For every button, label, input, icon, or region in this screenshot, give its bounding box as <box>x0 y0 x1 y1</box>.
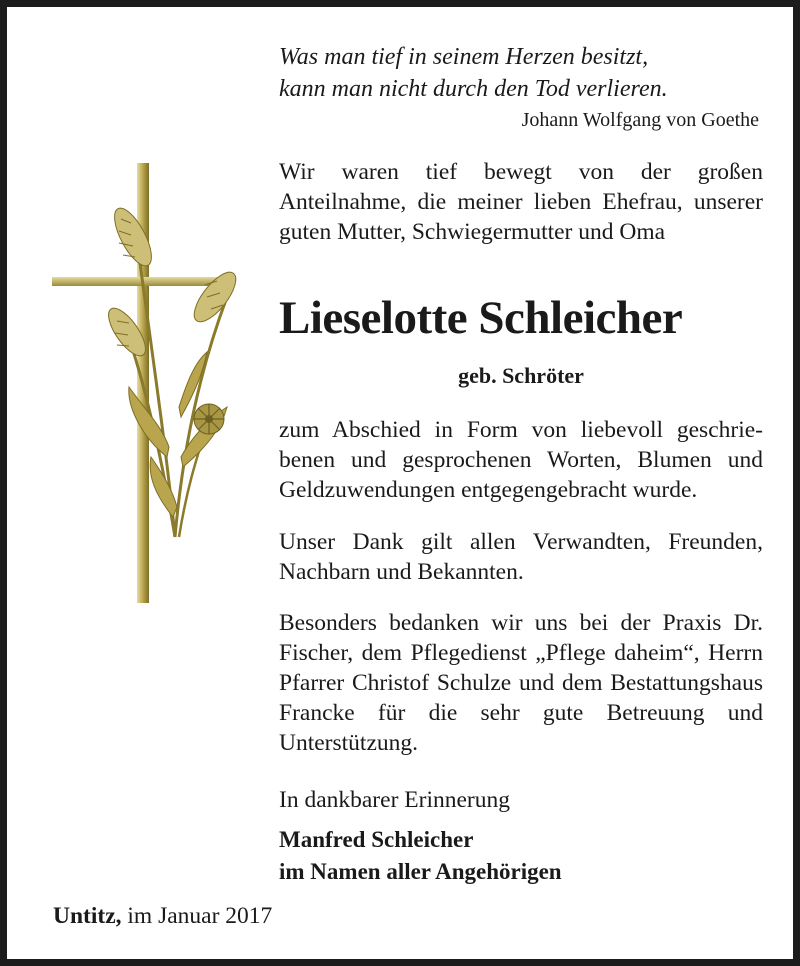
signature-block <box>279 824 562 888</box>
quote-author: Johann Wolfgang von Goethe <box>521 109 759 131</box>
date: im Januar 2017 <box>127 903 273 929</box>
quote-line-2: kann man nicht durch den Tod verlieren. <box>279 76 668 102</box>
special-thanks-paragraph: Besonders bedanken wir uns bei der Praxis Dr. Fischer, dem Pflegedienst „Pflege daheim“, Herrn Pfarrer Christof Schulze und dem Bestattungshaus Francke für die sehr gute Betreuung und Unterstützung. <box>279 610 763 756</box>
cross-with-wheat-icon <box>47 157 257 612</box>
cornflower-icon <box>194 404 224 434</box>
place-date <box>53 903 272 930</box>
goethe-quote <box>279 41 769 105</box>
signature-on-behalf: im Namen aller Angehörigen <box>279 859 562 884</box>
thanks-paragraph: Unser Dank gilt allen Verwandten, Freunden, Nachbarn und Bekannten. <box>279 529 763 585</box>
closing-line: In dankbarer Erinnerung <box>279 787 510 813</box>
place: Untitz, <box>53 903 122 929</box>
deceased-name: Lieselotte Schleicher <box>279 292 683 344</box>
maiden-name: geb. Schröter <box>458 363 584 388</box>
farewell-paragraph: zum Abschied in Form von liebevoll geschriebenen und gesprochenen Worten, Blumen und Geldzuwendungen entgegengebracht wurde. <box>279 417 763 503</box>
signature-name: Manfred Schleicher <box>279 827 474 852</box>
quote-line-1: Was man tief in seinem Herzen besitzt, <box>279 44 649 70</box>
intro-paragraph: Wir waren tief bewegt von der großen Anteilnahme, die meiner lieben Ehefrau, unserer guten Mutter, Schwiegermutter und Oma <box>279 159 763 245</box>
